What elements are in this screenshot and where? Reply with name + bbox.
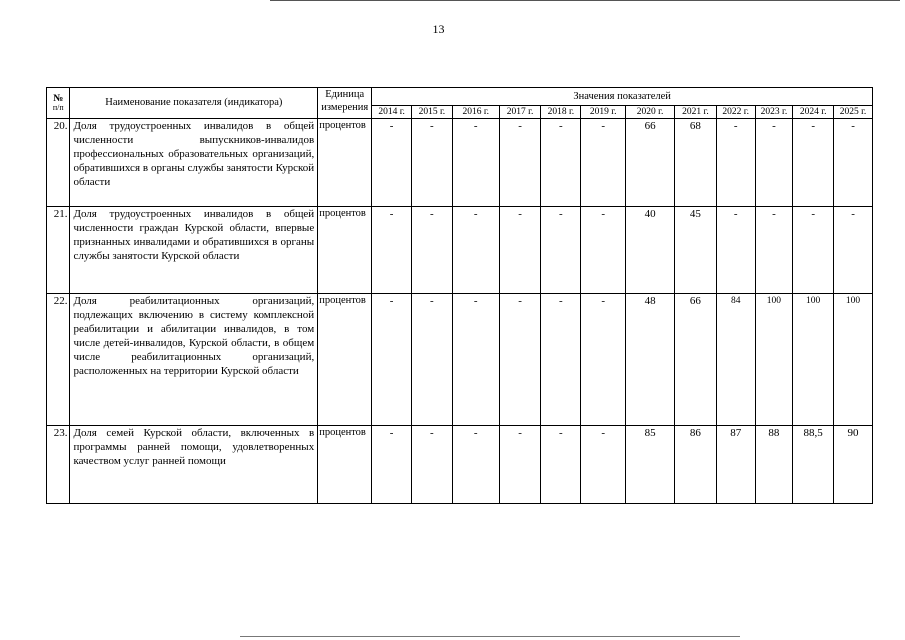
header-number-sub: п/п [52, 103, 64, 112]
header-year: 2020 г. [626, 106, 675, 119]
value-cell: - [499, 426, 541, 504]
row-number: 23. [47, 426, 70, 504]
value-cell: 87 [716, 426, 755, 504]
value-cell: 48 [626, 294, 675, 426]
value-cell: 88,5 [793, 426, 834, 504]
indicators-table [46, 87, 873, 504]
header-year: 2025 г. [834, 106, 873, 119]
indicator-unit: процентов [318, 119, 372, 207]
value-cell: - [541, 294, 581, 426]
value-cell: 66 [675, 294, 717, 426]
header-year: 2024 г. [793, 106, 834, 119]
value-cell: - [793, 207, 834, 294]
value-cell: 100 [834, 294, 873, 426]
indicator-name: Доля трудоустроенных инвалидов в общей численности граждан Курской области, впервые признанных инвалидами и обратившихся в органы службы занятости Курской области [70, 207, 318, 294]
header-year: 2014 г. [372, 106, 412, 119]
value-cell: - [793, 119, 834, 207]
header-number [47, 88, 70, 119]
value-cell: - [412, 119, 453, 207]
value-cell: - [541, 119, 581, 207]
header-year: 2019 г. [581, 106, 626, 119]
value-cell: - [452, 207, 499, 294]
header-unit: Единица измерения [318, 88, 372, 119]
value-cell: - [834, 207, 873, 294]
value-cell: - [499, 207, 541, 294]
table-row [47, 426, 873, 504]
header-year: 2018 г. [541, 106, 581, 119]
value-cell: - [581, 119, 626, 207]
row-number: 21. [47, 207, 70, 294]
scan-top-edge [270, 0, 900, 1]
scan-bottom-edge [240, 636, 740, 637]
header-year: 2016 г. [452, 106, 499, 119]
row-number: 20. [47, 119, 70, 207]
table-row [47, 207, 873, 294]
value-cell: - [452, 294, 499, 426]
value-cell: - [372, 426, 412, 504]
value-cell: - [412, 426, 453, 504]
header-year: 2022 г. [716, 106, 755, 119]
header-year: 2021 г. [675, 106, 717, 119]
value-cell: 86 [675, 426, 717, 504]
value-cell: 84 [716, 294, 755, 426]
row-number: 22. [47, 294, 70, 426]
value-cell: 40 [626, 207, 675, 294]
value-cell: - [412, 207, 453, 294]
header-year: 2017 г. [499, 106, 541, 119]
table-row [47, 294, 873, 426]
indicator-name: Доля трудоустроенных инвалидов в общей численности выпускников-инвалидов профессиональных образовательных организаций, обратившихся в органы службы занятости Курской области [70, 119, 318, 207]
value-cell: - [755, 207, 793, 294]
header-name: Наименование показателя (индикатора) [70, 88, 318, 119]
indicator-unit: процентов [318, 426, 372, 504]
value-cell: - [541, 207, 581, 294]
value-cell: - [581, 207, 626, 294]
value-cell: 88 [755, 426, 793, 504]
table-row [47, 119, 873, 207]
indicator-unit: процентов [318, 294, 372, 426]
value-cell: 66 [626, 119, 675, 207]
value-cell: 90 [834, 426, 873, 504]
value-cell: - [452, 119, 499, 207]
indicator-name: Доля семей Курской области, включенных в программы ранней помощи, удовлетворенных качеством услуг ранней помощи [70, 426, 318, 504]
header-number-symbol: № [53, 93, 64, 104]
value-cell: 100 [793, 294, 834, 426]
value-cell: - [499, 119, 541, 207]
value-cell: - [372, 119, 412, 207]
value-cell: - [452, 426, 499, 504]
value-cell: - [499, 294, 541, 426]
header-year: 2015 г. [412, 106, 453, 119]
value-cell: - [541, 426, 581, 504]
value-cell: 45 [675, 207, 717, 294]
page-number: 13 [432, 22, 445, 36]
indicator-unit: процентов [318, 207, 372, 294]
value-cell: - [716, 119, 755, 207]
value-cell: - [716, 207, 755, 294]
value-cell: - [834, 119, 873, 207]
header-values: Значения показателей [372, 88, 873, 106]
header-year: 2023 г. [755, 106, 793, 119]
header-row [47, 88, 873, 106]
value-cell: - [372, 294, 412, 426]
value-cell: - [372, 207, 412, 294]
value-cell: - [581, 294, 626, 426]
value-cell: 85 [626, 426, 675, 504]
value-cell: - [412, 294, 453, 426]
value-cell: 68 [675, 119, 717, 207]
value-cell: - [755, 119, 793, 207]
value-cell: - [581, 426, 626, 504]
indicator-name: Доля реабилитационных организаций, подлежащих включению в систему комплексной реабилитации и абилитации инвалидов, в том числе детей-инвалидов, Курской области, в общем числе реабилитационных организаций, расположенных на территории Курской области [70, 294, 318, 426]
value-cell: 100 [755, 294, 793, 426]
